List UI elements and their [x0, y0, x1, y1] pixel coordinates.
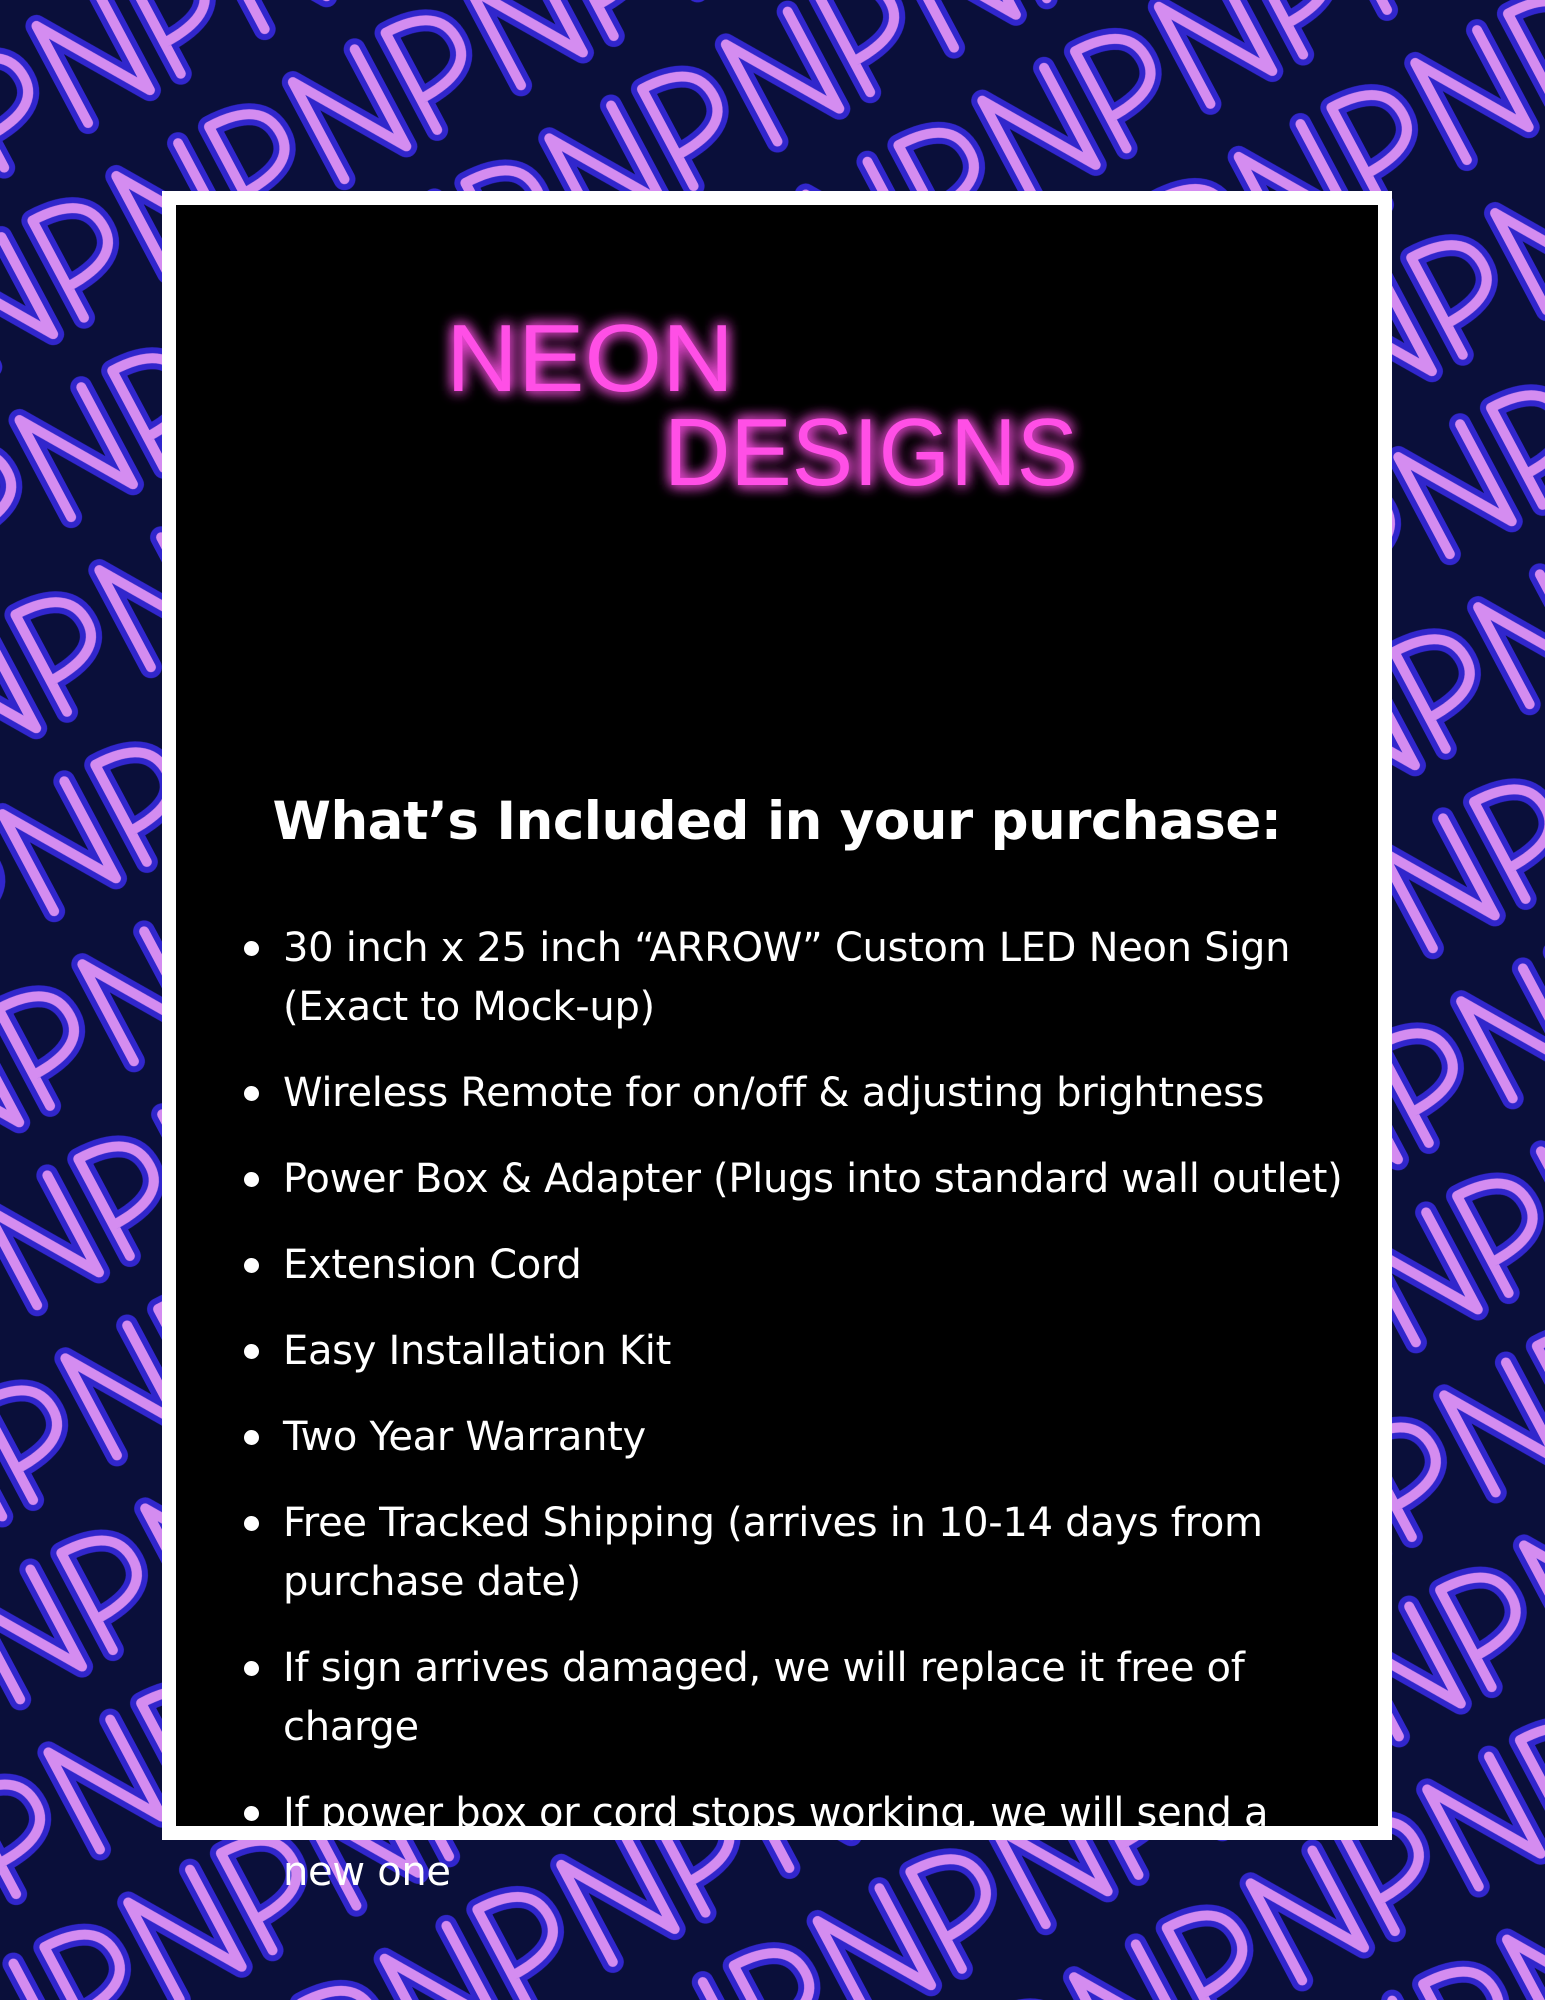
list-item-text: Power Box & Adapter (Plugs into standard wall outlet): [283, 1156, 1343, 1202]
content-panel: [162, 191, 1392, 1895]
list-item: [176, 1784, 1378, 1902]
list-item: [176, 1064, 1378, 1123]
list-item: [176, 1236, 1378, 1295]
list-item-text: Wireless Remote for on/off & adjusting brightness: [283, 1070, 1265, 1116]
bullet-icon: [244, 941, 259, 956]
bullet-icon: [244, 1430, 259, 1445]
neon-designs-logo: [176, 205, 1406, 605]
logo-line-designs: DESIGNS: [664, 399, 1078, 506]
list-item: [176, 1639, 1378, 1757]
list-item: [176, 919, 1378, 1037]
list-item-text: 30 inch x 25 inch “ARROW” Custom LED Neon Sign (Exact to Mock-up): [283, 925, 1291, 1030]
logo-line-neon: NEON: [446, 305, 734, 412]
list-item-text: Easy Installation Kit: [283, 1328, 671, 1374]
bullet-icon: [244, 1344, 259, 1359]
bullet-icon: [244, 1258, 259, 1273]
bullet-icon: [244, 1516, 259, 1531]
list-item: [176, 1494, 1378, 1612]
bullet-icon: [244, 1172, 259, 1187]
list-item-text: Extension Cord: [283, 1242, 582, 1288]
list-item: [176, 1408, 1378, 1467]
list-item-text: If sign arrives damaged, we will replace it free of charge: [283, 1645, 1245, 1750]
bullet-icon: [244, 1086, 259, 1101]
list-item-text: If power box or cord stops working, we will send a new one: [283, 1790, 1269, 1895]
list-item: [176, 1150, 1378, 1209]
bullet-icon: [244, 1661, 259, 1676]
bullet-icon: [244, 1806, 259, 1821]
list-item-text: Two Year Warranty: [283, 1414, 646, 1460]
included-items-list: [176, 919, 1378, 1929]
list-item-text: Free Tracked Shipping (arrives in 10-14 days from purchase date): [283, 1500, 1263, 1605]
included-heading: What’s Included in your purchase:: [272, 791, 1282, 852]
list-item: [176, 1322, 1378, 1381]
